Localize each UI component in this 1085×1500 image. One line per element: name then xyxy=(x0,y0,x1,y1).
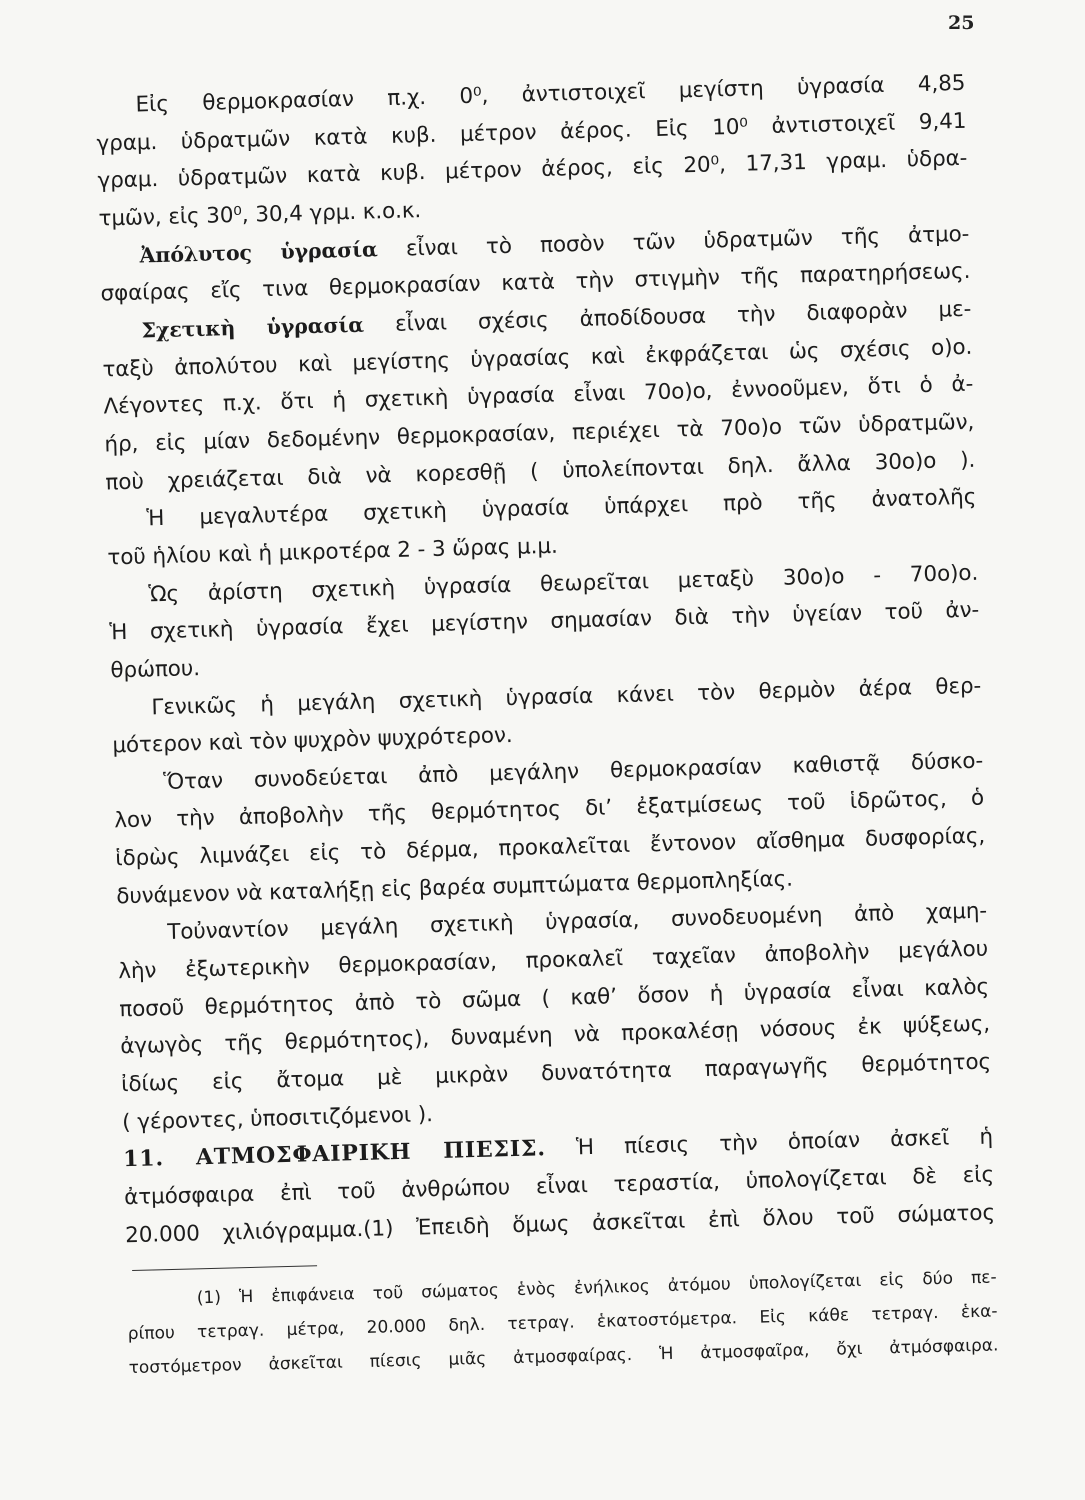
body-line: λὴν ἐξωτερικὴν θερμοκρασίαν, προκαλεῖ ταχεῖαν ἀποβολὴν μεγάλου xyxy=(117,936,989,985)
body-line: δυνάμενον νὰ καταλήξῃ εἰς βαρέα συμπτώματα θερμοπληξίας. xyxy=(116,866,794,910)
footnote-rule xyxy=(132,1266,317,1272)
footnote-line: τοστόμετρον ἀσκεῖται πίεσις μιᾶς ἀτμοσφαίρας. Ἡ ἀτμοσφαῖρα, ὄχι ἀτμόσφαιρα. xyxy=(128,1335,999,1379)
body-line: ( γέροντες, ὑποσιτιζόμενοι ). xyxy=(121,1101,434,1135)
body-line: Ἡ μεγαλυτέρα σχετικὴ ὑγρασία ὑπάρχει πρὸ τῆς ἀνατολῆς xyxy=(146,484,977,532)
body-line: Λέγοντες π.χ. ὅτι ἡ σχετικὴ ὑγρασία εἶναι 70ο)ο, ἐννοοῦμεν, ὅτι ὁ ἀ- xyxy=(103,371,974,420)
body-line: ήρ, εἰς μίαν δεδομένην θερμοκρασίαν, περιέχει τὰ 70ο)ο τῶν ὑδρατμῶν, xyxy=(104,409,975,458)
body-line: τμῶν, εἰς 30⁰, 30,4 γρμ. κ.ο.κ. xyxy=(98,198,422,232)
body-line: λον τὴν ἀποβολὴν τῆς θερμότητος δι’ ἐξατμίσεως τοῦ ἱδρῶτος, ὁ xyxy=(114,786,985,834)
body-line: ποσοῦ θερμότητος ἀπὸ τὸ σῶμα ( καθ’ ὅσον ἡ ὑγρασία εἶναι καλὸς xyxy=(118,974,990,1023)
body-text xyxy=(95,65,999,1386)
body-line: Ἡ σχετικὴ ὑγρασία ἔχει μεγίστην σημασίαν διὰ τὴν ὑγείαν τοῦ ἀν- xyxy=(109,597,980,646)
body-line-text: εἶναι τὸ ποσὸν τῶν ὑδρατμῶν τῆς ἀτμο- xyxy=(405,221,970,262)
footnote-line: (1) Ἡ ἐπιφάνεια τοῦ σώματος ἑνὸς ἐνήλικος ἀτόμου ὑπολογίζεται εἰς δύο πε- xyxy=(196,1267,997,1309)
body-line-text: εἶναι σχέσις ἀποδίδουσα τὴν διαφορὰν με- xyxy=(394,296,972,337)
bold-term: Ἀπόλυτος ὑγρασία xyxy=(139,236,378,268)
page-number: 25 xyxy=(948,12,975,34)
body-line: γραμ. ὑδρατμῶν κατὰ κυβ. μέτρον ἀέρος. Εἰς 10⁰ ἀντιστοιχεῖ 9,41 xyxy=(96,108,967,157)
body-line: Ὡς ἀρίστη σχετικὴ ὑγρασία θεωρεῖται μεταξὺ 30ο)ο - 70ο)ο. xyxy=(148,560,979,607)
body-line: Τοὐναντίον μεγάλη σχετικὴ ὑγρασία, συνοδευομένη ἀπὸ χαμη- xyxy=(166,898,988,946)
body-line: ταξὺ ἀπολύτου καὶ μεγίστης ὑγρασίας καὶ ἐκφράζεται ὡς σχέσις ο)ο. xyxy=(102,334,973,383)
body-line: ἰδίως εἰς ἄτομα μὲ μικρὰν δυνατότητα παραγωγῆς θερμότητος xyxy=(120,1049,992,1098)
body-line: Γενικῶς ἡ μεγάλη σχετικὴ ὑγρασία κάνει τὸν θερμὸν ἀέρα θερ- xyxy=(151,673,982,720)
body-line: θρώπου. xyxy=(110,655,201,684)
body-line: ἱδρὼς λιμνάζει εἰς τὸ δέρμα, προκαλεῖται ἔντονον αἴσθημα δυσφορίας, xyxy=(115,823,986,872)
body-line: σφαίρας εἴς τινα θερμοκρασίαν κατὰ τὴν στιγμὴν τῆς παρατηρήσεως. xyxy=(100,259,971,307)
body-line: ἀγωγὸς τῆς θερμότητος), δυναμένη νὰ προκαλέσῃ νόσους ἐκ ψύξεως, xyxy=(119,1011,991,1060)
body-line: ποὺ χρειάζεται διὰ νὰ κορεσθῇ ( ὑπολείπονται δηλ. ἄλλα 30ο)ο ). xyxy=(105,447,976,496)
bold-term: Σχετικὴ ὑγρασία xyxy=(141,312,365,343)
body-line: Ὅταν συνοδεύεται ἀπὸ μεγάλην θερμοκρασίαν καθιστᾷ δύσκο- xyxy=(163,748,984,795)
footnote-line: ρίπου τετραγ. μέτρα, 20.000 δηλ. τετραγ. ἑκατοστόμετρα. Εἰς κάθε τετραγ. ἑκα- xyxy=(127,1301,998,1345)
body-line: μότερον καὶ τὸν ψυχρὸν ψυχρότερον. xyxy=(112,723,513,759)
body-line: τοῦ ἡλίου καὶ ἡ μικροτέρα 2 - 3 ὥρας μ.μ. xyxy=(107,533,558,571)
body-line: ἀτμόσφαιρα ἐπὶ τοῦ ἀνθρώπου εἶναι τεραστία, ὑπολογίζεται δὲ εἰς xyxy=(123,1162,995,1211)
body-line-text: Ἡ πίεσις τὴν ὁποίαν ἀσκεῖ ἡ xyxy=(575,1124,994,1161)
section-heading: 11. ΑΤΜΟΣΦΑΙΡΙΚΗ ΠΙΕΣΙΣ. xyxy=(122,1135,547,1173)
body-line: γραμ. ὑδρατμῶν κατὰ κυβ. μέτρον ἀέρος, εἰς 20⁰, 17,31 γραμ. ὑδρα- xyxy=(97,146,968,194)
body-line: Εἰς θερμοκρασίαν π.χ. 0⁰, ἀντιστοιχεῖ μεγίστη ὑγρασία 4,85 xyxy=(135,70,966,118)
body-line: 20.000 χιλιόγραμμα.(1) Ἐπειδὴ ὅμως ἀσκεῖται ἐπὶ ὅλου τοῦ σώματος xyxy=(124,1200,996,1248)
